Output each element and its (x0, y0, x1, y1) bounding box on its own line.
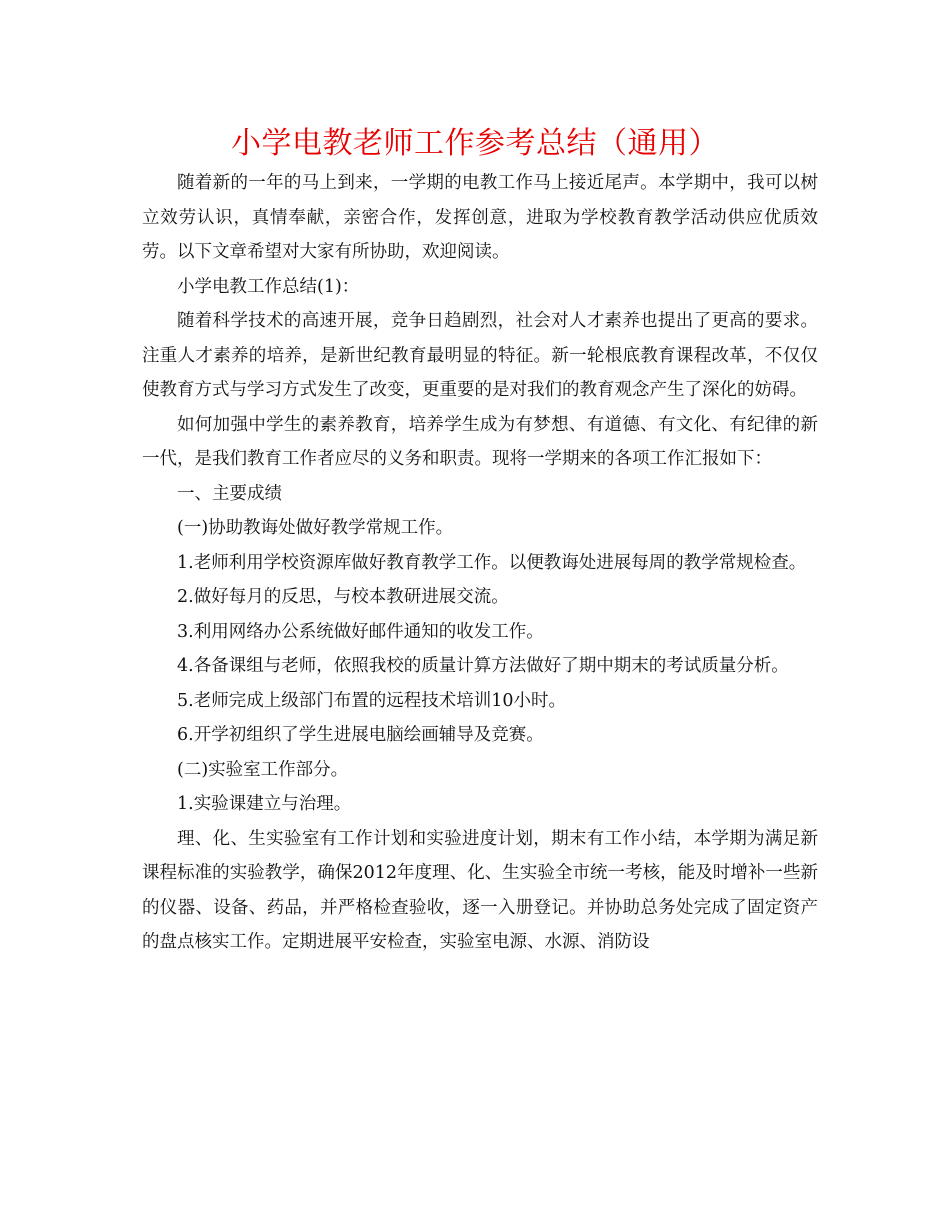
document-title: 小学电教老师工作参考总结（通用） (231, 126, 719, 161)
document-body (142, 166, 818, 960)
paragraph-item-2: 2.做好每月的反思，与校本教研进展交流。 (177, 587, 509, 607)
paragraph-subheading-2: (二)实验室工作部分。 (177, 759, 349, 780)
paragraph-item-6: 6.开学初组织了学生进展电脑绘画辅导及竞赛。 (177, 725, 544, 745)
paragraph-item-5: 5.老师完成上级部门布置的远程技术培训10小时。 (177, 690, 566, 711)
paragraph-item-3: 3.利用网络办公系统做好邮件通知的收发工作。 (177, 621, 544, 642)
paragraph-background: 随着科学技术的高速开展，竞争日趋剧烈，社会对人才素养也提出了更高的要求。注重人才素养的培养，是新世纪教育最明显的特征。新一轮根底教育课程改革，不仅仅使教育方式与学习方式发生了改变，更重要的是对我们的教育观念产生了深化的妨碍。 (142, 311, 818, 400)
paragraph-item-4: 4.各备课组与老师，依照我校的质量计算方法做好了期中期末的考试质量分析。 (177, 656, 789, 676)
paragraph-lab-details: 理、化、生实验室有工作计划和实验进度计划，期末有工作小结，本学期为满足新课程标准的实验教学，确保2012年度理、化、生实验全市统一考核，能及时增补一些新的仪器、设备、药品，并严格检查验收，逐一入册登记。并协助总务处完成了固定资产的盘点核实工作。定期进展平安检查，实验室电源、水源、消防设 (142, 828, 818, 952)
paragraph-section-heading: 小学电教工作总结(1)： (177, 276, 360, 297)
paragraph-main-achievements: 一、主要成绩 (177, 483, 282, 504)
paragraph-purpose: 如何加强中学生的素养教育，培养学生成为有梦想、有道德、有文化、有纪律的新一代，是我们教育工作者应尽的义务和职责。现将一学期来的各项工作汇报如下： (142, 414, 818, 469)
paragraph-subheading-1: (一)协助教诲处做好教学常规工作。 (177, 518, 454, 538)
paragraph-item-1: 1.老师利用学校资源库做好教育教学工作。以便教诲处进展每周的教学常规检查。 (177, 552, 807, 573)
paragraph-lab-item-1: 1.实验课建立与治理。 (177, 794, 352, 814)
paragraph-intro: 随着新的一年的马上到来，一学期的电教工作马上接近尾声。本学期中，我可以树立效劳认识，真情奉献，亲密合作，发挥创意，进取为学校教育教学活动供应优质效劳。以下文章希望对大家有所协助，欢迎阅读。 (142, 173, 818, 262)
